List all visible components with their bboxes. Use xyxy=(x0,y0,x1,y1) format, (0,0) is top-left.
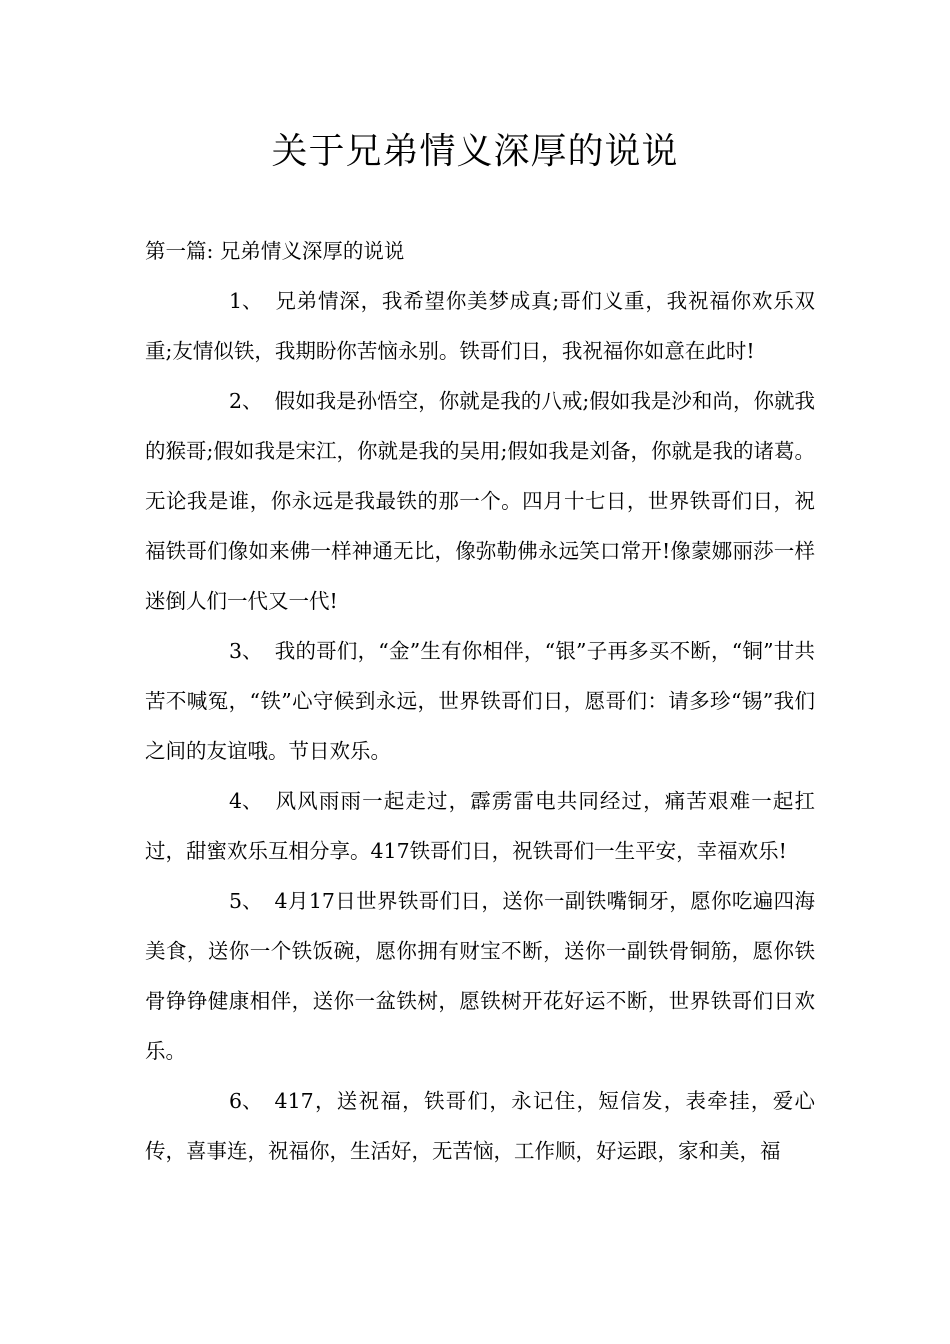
item-number: 4、 xyxy=(229,789,263,813)
item-number: 2、 xyxy=(229,389,263,413)
item-number: 5、 xyxy=(229,889,263,913)
list-item xyxy=(145,776,815,876)
list-item xyxy=(145,1076,815,1176)
item-text: 假如我是孙悟空，你就是我的八戒;假如我是沙和尚，你就我的猴哥;假如我是宋江，你就是我的吴用;假如我是刘备，你就是我的诸葛。无论我是谁，你永远是我最铁的那一个。四月十七日，世界铁哥们日，祝福铁哥们像如来佛一样神通无比，像弥勒佛永远笑口常开!像蒙娜丽莎一样迷倒人们一代又一代! xyxy=(145,389,815,613)
item-text: 4月17日世界铁哥们日，送你一副铁嘴铜牙，愿你吃遍四海美食，送你一个铁饭碗，愿你拥有财宝不断，送你一副铁骨铜筋，愿你铁骨铮铮健康相伴，送你一盆铁树，愿铁树开花好运不断，世界铁哥们日欢乐。 xyxy=(145,889,815,1063)
item-text: 风风雨雨一起走过，霹雳雷电共同经过，痛苦艰难一起扛过，甜蜜欢乐互相分享。417铁哥们日，祝铁哥们一生平安，幸福欢乐! xyxy=(145,789,815,863)
item-text: 417，送祝福，铁哥们，永记住，短信发，表牵挂，爱心传，喜事连，祝福你，生活好，无苦恼，工作顺，好运跟，家和美，福 xyxy=(145,1089,815,1163)
document-body xyxy=(145,226,815,1176)
list-item xyxy=(145,626,815,776)
list-item xyxy=(145,276,815,376)
list-item xyxy=(145,376,815,626)
item-number: 1、 xyxy=(229,289,263,313)
item-number: 6、 xyxy=(229,1089,263,1113)
item-text: 我的哥们，“金”生有你相伴，“银”子再多买不断，“铜”甘共苦不喊冤，“铁”心守候到永远，世界铁哥们日，愿哥们：请多珍“锡”我们之间的友谊哦。节日欢乐。 xyxy=(145,639,815,763)
list-item xyxy=(145,876,815,1076)
item-text: 兄弟情深，我希望你美梦成真;哥们义重，我祝福你欢乐双重;友情似铁，我期盼你苦恼永别。铁哥们日，我祝福你如意在此时! xyxy=(145,289,815,363)
item-number: 3、 xyxy=(229,639,263,663)
document-title: 关于兄弟情义深厚的说说 xyxy=(271,131,679,172)
section-heading: 第一篇: 兄弟情义深厚的说说 xyxy=(145,239,405,263)
